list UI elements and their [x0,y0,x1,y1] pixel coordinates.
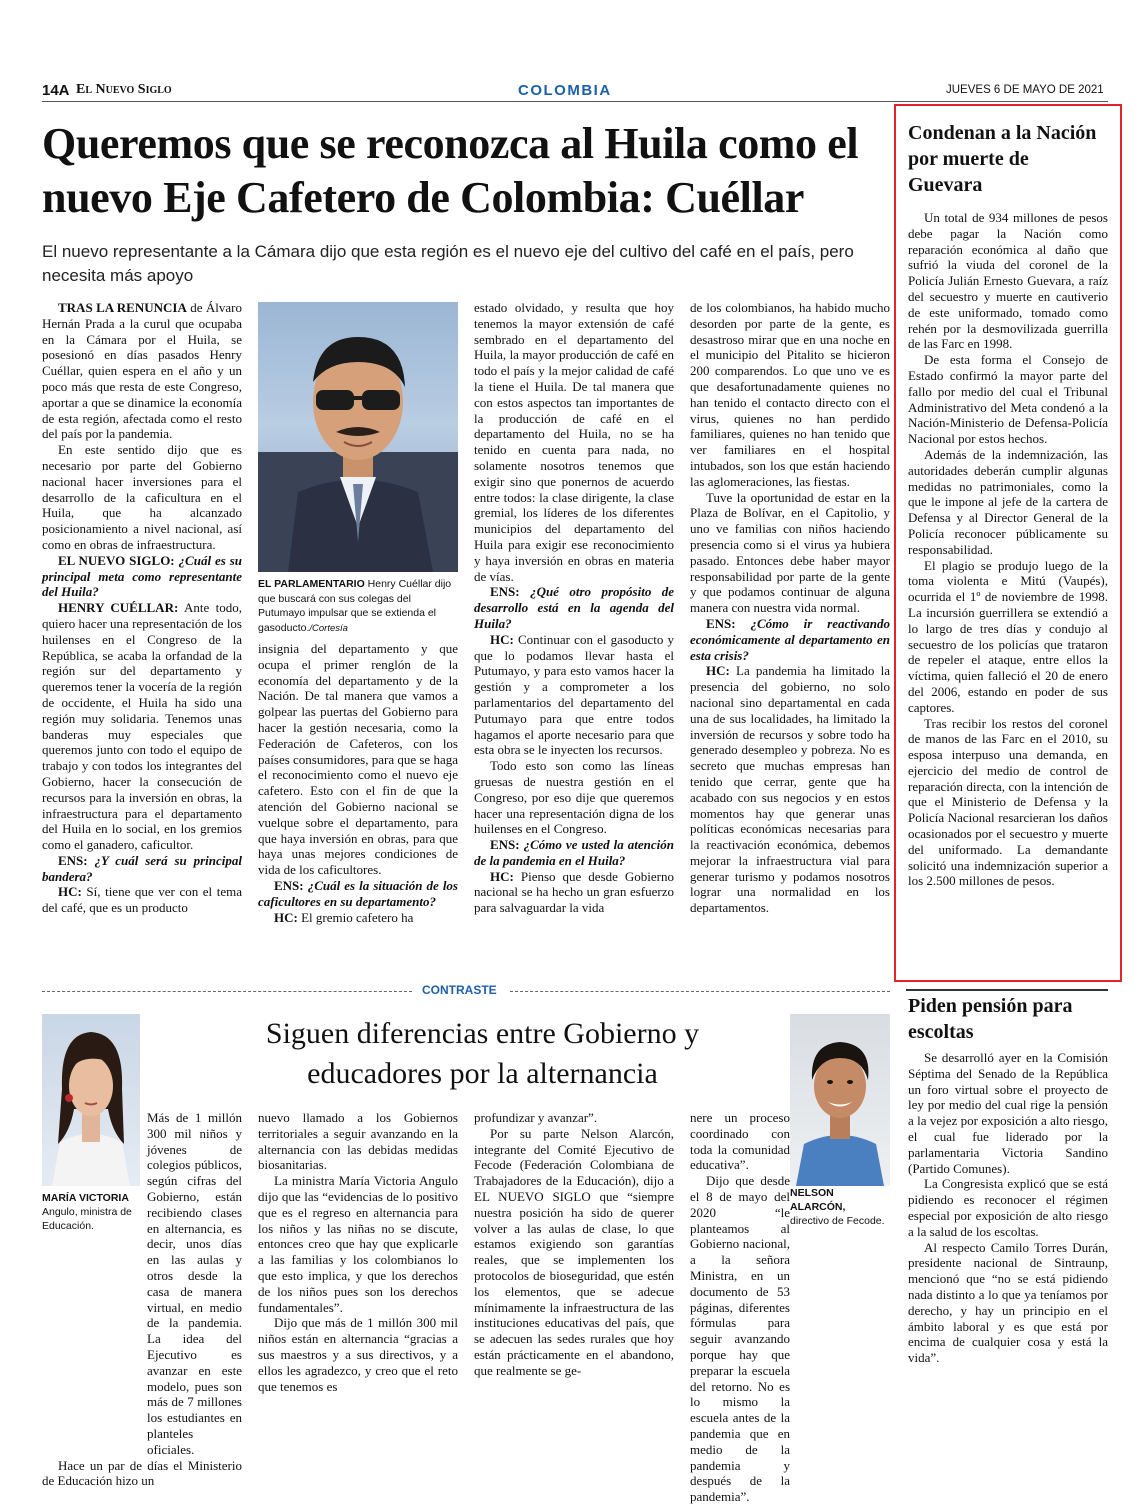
answer-label: HC: [490,868,514,884]
question: ¿Cómo ir reactivando económicamente al departamento en esta crisis? [690,615,891,663]
paragraph: Por su parte Nelson Alarcón, integrante del Comité Ejecutivo de Fecode (Federación Colombiana de Trabajadores de la Educación), dijo a EL NUEVO SIGLO que “siempre nuestra posición ha sido de querer volver a las aulas de clase, lo que estamos exigiendo son garantías reales, que se implementen los protocolos de bioseguridad, que estén los elementos, que se adecue mínimamente la infraestructura de las instituciones educativas del país, que se adecuen las sedes rurales que hoy están prácticamente en el abandono, que realmente se ge- [474,1125,674,1378]
paragraph: La Congresista explicó que se está pidiendo es reconocer el régimen especial por exposición de alto riesgo a la salud de los escoltas. [908,1176,1108,1239]
paragraph: nuevo llamado a los Gobiernos territoriales a seguir avanzando en la alternancia con las debidas medidas biosanitarias. [258,1110,458,1173]
main-deck: El nuevo representante a la Cámara dijo que esta región es el nuevo eje del cultivo del café en el país, pero necesita más apoyo [42,242,854,285]
photo-2-desc: directivo de Fecode. [790,1215,885,1227]
question-label: ENS: [274,877,304,893]
paragraph: nere un proceso coordinado con toda la comunidad educativa”. [690,1110,790,1173]
paragraph: De esta forma el Consejo de Estado confirmó la mayor parte del fallo por medio del cual el Tribunal Administrativo del Meta condenó a la Nación-Ministerio de Defensa-Policía Nacional por estos hechos. [908,352,1108,447]
paragraph: Se desarrolló ayer en la Comisión Séptima del Senado de la República un foro virtual sobre el proyecto de ley por medio del cual rige la pensión a la vejez por exposición a alto riesgo, el cual fue liderado por la parlamentaria Victoria Sandino (Partido Comunes). [908,1050,1108,1176]
question: ¿Cuál es su principal meta como representante del Huila? [42,552,242,600]
paragraph: Al respecto Camilo Torres Durán, presidente nacional de Sintraunp, mencionó que “no se está pidiendo nada distinto a lo que ya teníamos por derecho, y hay un principio en el ámbito laboral y es que está por encima de cualquier cosa y está la vida”. [908,1239,1108,1366]
masthead: El Nuevo Siglo [76,82,172,97]
main-column-1 [42,300,242,916]
answer: Pienso que desde Gobierno nacional se ha hecho un gran esfuerzo para salvaguardar la vida [474,868,675,916]
paragraph: En este sentido dijo que es necesario por parte del Gobierno nacional hacer inversiones para el desarrollo de la caficultura en el Huila, que ha alcanzado posicionamiento a nivel nacional, así como en obras de infraestructura. [42,442,242,552]
contraste-column-4 [690,1110,890,1505]
paragraph: Todo esto son como las líneas gruesas de nuestra gestión en el Congreso, por eso dije que queremos hacer una representación digna de los huilenses en el Congreso. [474,758,674,837]
paragraph: Hace un par de días el Ministerio de Educación hizo un [42,1457,242,1489]
paragraph: Tras recibir los restos del coronel de manos de las Farc en el 2010, su esposa interpuso una demanda, en ejercicio del medio de control de reparación directa, con la intención de que el Ministerio de Defensa y la Policía Nacional resarcieran los daños ocasionados por el secuestro y muerte del uniformado. La demandante solicitó una indemnización superior a los 2.500 millones de pesos. [908,715,1108,889]
page-date: JUEVES 6 DE MAYO DE 2021 [946,84,1104,96]
paragraph: Además de la indemnización, las autoridades deberán cumplir algunas medidas no patrimoniales, como la que le impone al jefe de la cartera de Defensa y al Director General de la Policía reconocer públicamente su responsabilidad. [908,446,1108,557]
paragraph: El plagio se produjo luego de la toma violenta e Mitú (Vaupés), ocurrida el 1º de noviembre de 1998. La incursión guerrillera se extendió a lo largo de tres días y condujo al secuestro de los policías que trataron de repeler el ataque, entre ellos la víctima, quien falleció el 20 de enero del 2006, estando en poder de sus captores. [908,557,1108,715]
answer-label: HC: [58,884,82,900]
paragraph: Dijo que desde el 8 de mayo del 2020 “le planteamos al Gobierno nacional, a la señora Ministra, en un documento de 53 páginas, diferentes fórmulas para seguir avanzando porque hay que preparar la escuela del retorno. No es lo mismo la escuela antes de la pandemia que en medio de la pandemia y después de la pandemia”. [690,1173,790,1505]
header-rule [42,101,1108,102]
paragraph: Un total de 934 millones de pesos debe pagar la Nación como reparación económica al daño que sufrió la viuda del coronel de la Policía Julián Ernesto Guevara, a raíz del secuestro y muerte en cautiverio de este uniformado, tomado como rehén por la desmovilizada guerrilla de las Farc en 1998. [908,210,1108,352]
contraste-rule-left [42,991,412,992]
photo-caption [258,577,458,636]
answer-label: HC: [706,663,730,679]
sidebar-1-body [908,210,1108,889]
question-label: ENS: [490,584,520,600]
answer-label: HC: [274,909,298,925]
contraste-column-3 [474,1110,674,1379]
answer: Continuar con el gasoducto y que lo podamos llevar hasta el Putumayo, y para esto vamos hacer la gestión y a comprometer a los parlamentarios del departamento del Putumayo para que entre todos hagamos el aporte necesario para que esta obra se le inyecten los recursos. [474,631,675,758]
paragraph: La ministra María Victoria Angulo dijo que las “evidencias de lo positivo que es el regreso en alternancia para los niños y las niñas no se discute, entonces creo que hay que explicarle a las familias y los colombianos lo que esto implica, y que los derechos de los niños pues son los derechos fundamentales”. [258,1173,458,1315]
answer: La pandemia ha limitado la presencia del gobierno, no solo nacional sino departamental en cada una de sus localidades, ha limitado la inversión de recursos y sobre todo ha generado desempleo y pobreza. No es secreto que muchas empresas han tenido que cerrar, gente que ha acabado con sus negocios y en estos momentos hay que generar unas políticas económicas necesarias para la reactivación económica, debemos mejorar la infraestructura vial para generar turismo y podamos nosotros lograr una normalidad en los departamentos. [690,663,890,916]
page-number: 14A [42,82,70,99]
caption-credit: /Cortesía [309,622,348,634]
sidebar-1-title: Condenan a la Nación por muerte de Guevara [908,122,1097,196]
answer-label: HENRY CUÉLLAR: [58,600,179,616]
answer: El gremio cafetero ha [301,909,414,925]
contraste-column-2 [258,1110,458,1394]
question-label: ENS: [58,852,88,868]
main-column-3 [474,300,674,916]
photo-2-name: NELSON ALARCÓN, [790,1187,846,1213]
section-label: COLOMBIA [518,82,612,99]
photo-1-name: MARÍA VICTORIA [42,1192,129,1204]
man-portrait-icon [258,302,458,572]
paragraph: de los colombianos, ha habido mucho desorden por parte de la gente, es desastroso mirar que en una noche en el municipio del Pitalito se hicieron 200 comparendos. Lo que uno ve es que desafortunadamente quienes no han tenido el contacto directo con el virus, quienes no han perdido familiares, quienes no han tenido que ver familiares en el hospital intubados, son los que están haciendo las aglomeraciones, las fiestas. [690,300,890,489]
paragraph: profundizar y avanzar”. [474,1110,598,1125]
paragraph: Tuve la oportunidad de estar en la Plaza de Bolívar, en el Capitolio, y uno ve familias con niños haciendo presencia como si el virus ya hubiera pasado. Entonces debe haber mayor responsabilidad por parte de la gente y que podamos continuar de alguna manera con nuestra vida normal. [690,489,890,616]
question-label: ENS: [706,615,736,631]
question-label: EL NUEVO SIGLO: [58,552,175,568]
main-headline: Queremos que se reconozca al Huila como el nuevo Eje Cafetero de Colombia: Cuéllar [42,119,859,222]
question: ¿Cuál es la situación de los caficultores en su departamento? [258,877,458,909]
paragraph: Más de 1 millón 300 mil niños y jóvenes de colegios públicos, según cifras del Gobierno, están recibiendo clases en alternancia, es decir, unos días en las aulas y otros desde la casa de manera virtual, en medio de la pandemia. La idea del Ejecutivo es avanzar en este modelo, pues son más de 7 millones los estudiantes en planteles oficiales. [147,1110,242,1457]
caption-label: EL PARLAMENTARIO [258,578,365,590]
answer: Sí, tiene que ver con el tema del café, que es un producto [42,884,243,916]
paragraph: de Álvaro Hernán Prada a la curul que ocupaba en la Cámara por el Huila, se posesionó en días pasados Henry Cuéllar, quien espera en el año y un poco más que resta de este Congreso, aportar a que se dinamice la economía de esta región, afectada como el resto del país por la pandemia. [42,300,243,442]
question: ¿Cómo ve usted la atención de la pandemia en el Huila? [474,837,674,868]
question-label: ENS: [490,837,520,853]
answer: Ante todo, quiero hacer una representación de los huilenses en el Congreso de la República, se acaba la orfandad de la región sur del departamento y queremos tener la vocería de la región de occidente, el Huila ha sido una región muy solidaria. Tenemos unas banderas muy especiales que queremos junto con todo el equipo de trabajo y con todos los integrantes del Gobierno, hacer la consecución de recursos para la inversión en obras, la infraestructura para el departamento del Huila en lo social, en los gremios como el ganadero, caficultor. [42,600,242,853]
contraste-headline: Siguen diferencias entre Gobierno y educadores por la alternancia [265,1017,700,1090]
portrait-photo-henry-cuellar [258,302,458,572]
photo-1-desc: Angulo, ministra de Educación. [42,1206,132,1232]
main-column-2 [258,641,458,925]
caption-text: Henry Cuéllar dijo que buscará con sus colegas del Putumayo impulsar que se extienda el gasoducto. [258,578,452,634]
sidebar-2-body [908,1050,1108,1366]
sidebar-2-title: Piden pensión para escoltas [908,995,1073,1043]
main-column-4 [690,300,890,916]
question: ¿Y cuál será su principal bandera? [42,852,242,884]
paragraph: Dijo que más de 1 millón 300 mil niños están en alternancia “gracias a sus maestros y a sus directivos, y a ellos les agradezco, y creo que el reto que tenemos es [258,1315,458,1394]
sidebar-2-rule [906,989,1108,991]
lead-in: TRAS LA RENUNCIA [58,300,187,315]
contraste-rule-right [510,991,890,992]
contraste-label: CONTRASTE [422,983,497,997]
paragraph: estado olvidado, y resulta que hoy tenemos la mayor extensión de café sembrado en el departamento del Huila, la mayor producción de café en todo el país y la mejor calidad de café la tiene el Huila. De tal manera que con estos aspectos tan importantes de la producción de café en el departamento del Huila, no se ha tenido en cuenta para nada, no solamente nosotros tenemos que exigir sino que ponernos de acuerdo entre todos: la clase dirigente, la clase gremial, los líderes de los diferentes municipios del departamento del Huila para exigir ese reconocimiento y haya inversión en obras en materia de vías. [474,300,674,584]
answer-label: HC: [490,631,514,647]
question: ¿Qué otro propósito de desarrollo está en la agenda del Huila? [474,584,675,631]
contraste-column-1 [42,1110,242,1489]
paragraph: insignia del departamento y que ocupa el primer renglón de la economía del departamento y de la Nación. De tal manera que vamos a golpear las puertas del Gobierno para hacer la gestión necesaria, como la Federación de Cafeteros, con los países consumidores, para que se haga el reconocimiento como el nuevo eje cafetero. Esto con el fin de que la atención del Gobierno nacional se vuelque sobre el departamento, para que haya inversión en obras, para que haya unas mejores condiciones de vida de los caficultores. [258,641,458,878]
